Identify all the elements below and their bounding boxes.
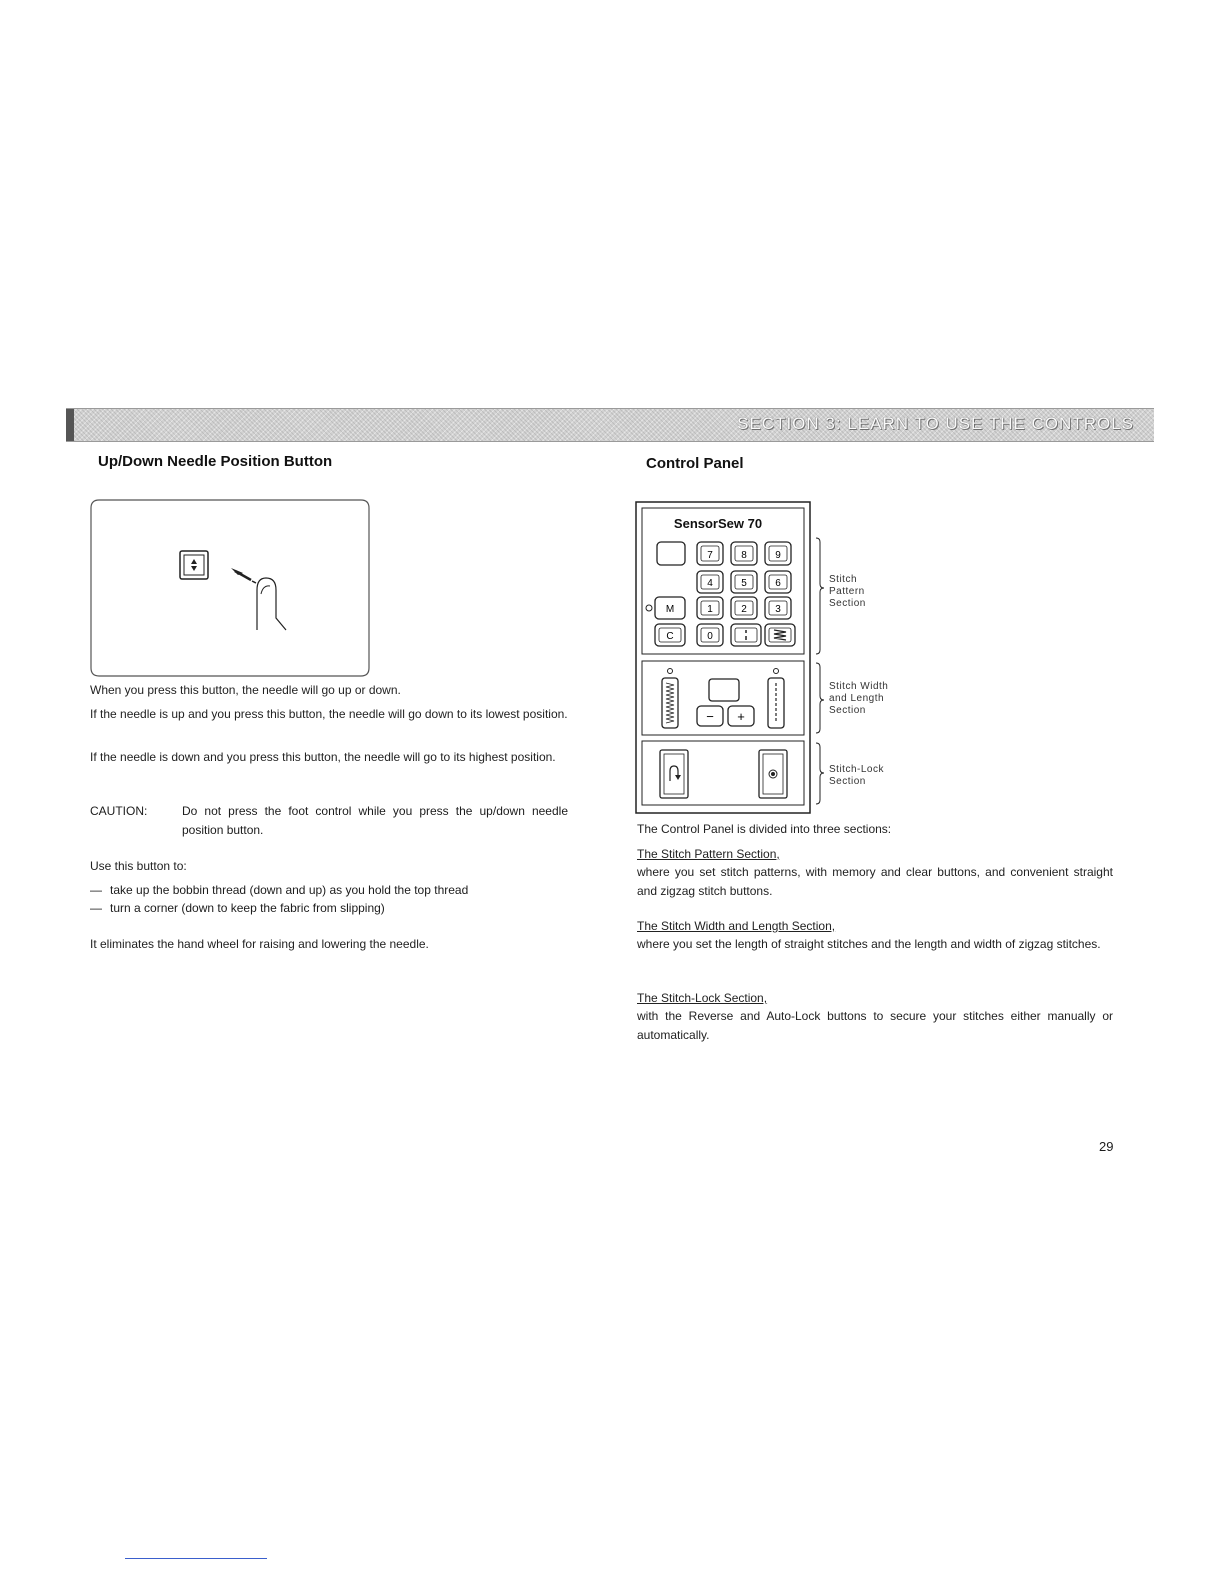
key-8 [731, 542, 757, 565]
paragraph-1: When you press this button, the needle will go up or down. [90, 683, 401, 697]
minus-key [697, 706, 723, 726]
use-item-text: turn a corner (down to keep the fabric from slipping) [110, 901, 385, 915]
key-9 [765, 542, 791, 565]
memory-indicator-icon [646, 605, 652, 611]
use-item-text: take up the bobbin thread (down and up) as you hold the top thread [110, 883, 469, 897]
key-6 [765, 571, 791, 593]
key-m [655, 597, 685, 619]
label-line: Section [829, 598, 866, 609]
key-c [655, 624, 685, 646]
needle-button-heading: Up/Down Needle Position Button [98, 453, 333, 470]
key-label: 5 [741, 578, 747, 589]
section-title-pattern: The Stitch Pattern Section, [637, 847, 780, 861]
bottom-divider [125, 1558, 267, 1559]
dash-mark: — [90, 901, 102, 915]
section-title: SECTION 3: LEARN TO USE THE CONTROLS [737, 414, 1134, 433]
key-label: 3 [775, 604, 781, 615]
key-label: C [666, 631, 674, 642]
section-banner [66, 408, 1154, 442]
stitch-length-scale-icon [768, 678, 784, 728]
label-line: and Length [829, 693, 885, 704]
label-line: Stitch-Lock [829, 764, 884, 775]
dash-mark: — [90, 883, 102, 897]
control-panel-diagram [635, 501, 825, 815]
brand-name: SensorSew 70 [673, 516, 763, 531]
key-label: + [737, 709, 745, 724]
key-label: M [665, 604, 675, 615]
use-item [90, 881, 468, 900]
label-line: Stitch [829, 574, 858, 585]
needle-button-illustration [89, 498, 371, 678]
key-label: 8 [741, 550, 747, 561]
plus-key [728, 706, 754, 726]
key-label: − [706, 709, 714, 724]
section-text-width-length: where you set the length of straight stitches and the length and width of zigzag stitches. [637, 937, 1101, 951]
key-label: 6 [775, 578, 781, 589]
key-5 [731, 571, 757, 593]
control-panel-intro: The Control Panel is divided into three sections: [637, 822, 892, 836]
key-7 [697, 542, 723, 565]
paragraph-last: It eliminates the hand wheel for raising and lowering the needle. [90, 937, 429, 951]
paragraph-2: If the needle is up and you press this button, the needle will go down to its lowest position. [90, 707, 568, 721]
straight-stitch-key [657, 542, 685, 565]
page-number: 29 [1099, 1139, 1114, 1154]
up-down-button-icon [180, 551, 208, 579]
banner-edge [66, 409, 74, 441]
key-label: 1 [707, 604, 713, 615]
section-title-lock: The Stitch-Lock Section, [637, 991, 768, 1005]
straight-stitch-icon [731, 624, 761, 646]
reverse-button-icon [660, 750, 688, 798]
label-lock-section [829, 764, 884, 788]
key-3 [765, 597, 791, 619]
caution-label: CAUTION: [90, 804, 148, 818]
control-panel-heading: Control Panel [646, 455, 744, 472]
label-width-length-section [829, 681, 888, 717]
zigzag-stitch-icon [765, 624, 795, 646]
label-line: Section [829, 705, 866, 716]
section-text-pattern: where you set stitch patterns, with memory and clear buttons, and convenient straight and zigzag stitch buttons. [637, 865, 1113, 898]
caution-text: Do not press the foot control while you press the up/down needle position button. [182, 804, 568, 837]
paragraph-3: If the needle is down and you press this button, the needle will go to its highest position. [90, 750, 556, 764]
label-line: Section [829, 776, 866, 787]
arrow-icon [231, 568, 256, 583]
use-intro: Use this button to: [90, 859, 187, 873]
section-title-width-length: The Stitch Width and Length Section, [637, 919, 836, 933]
key-label: 4 [707, 578, 713, 589]
key-4 [697, 571, 723, 593]
label-line: Pattern [829, 586, 865, 597]
key-label: 7 [707, 550, 713, 561]
zigzag-width-scale-icon [662, 678, 678, 728]
stitch-display [709, 679, 739, 701]
key-label: 0 [707, 631, 713, 642]
key-1 [697, 597, 723, 619]
use-item [90, 899, 385, 918]
key-label: 2 [741, 604, 747, 615]
label-pattern-section [829, 574, 866, 610]
section-text-lock: with the Reverse and Auto-Lock buttons to secure your stitches either manually or automatically. [637, 1009, 1113, 1042]
finger-icon [257, 578, 286, 630]
auto-lock-button-icon [759, 750, 787, 798]
key-2 [731, 597, 757, 619]
label-line: Stitch Width [829, 681, 889, 692]
key-0 [697, 624, 723, 646]
key-label: 9 [775, 550, 781, 561]
